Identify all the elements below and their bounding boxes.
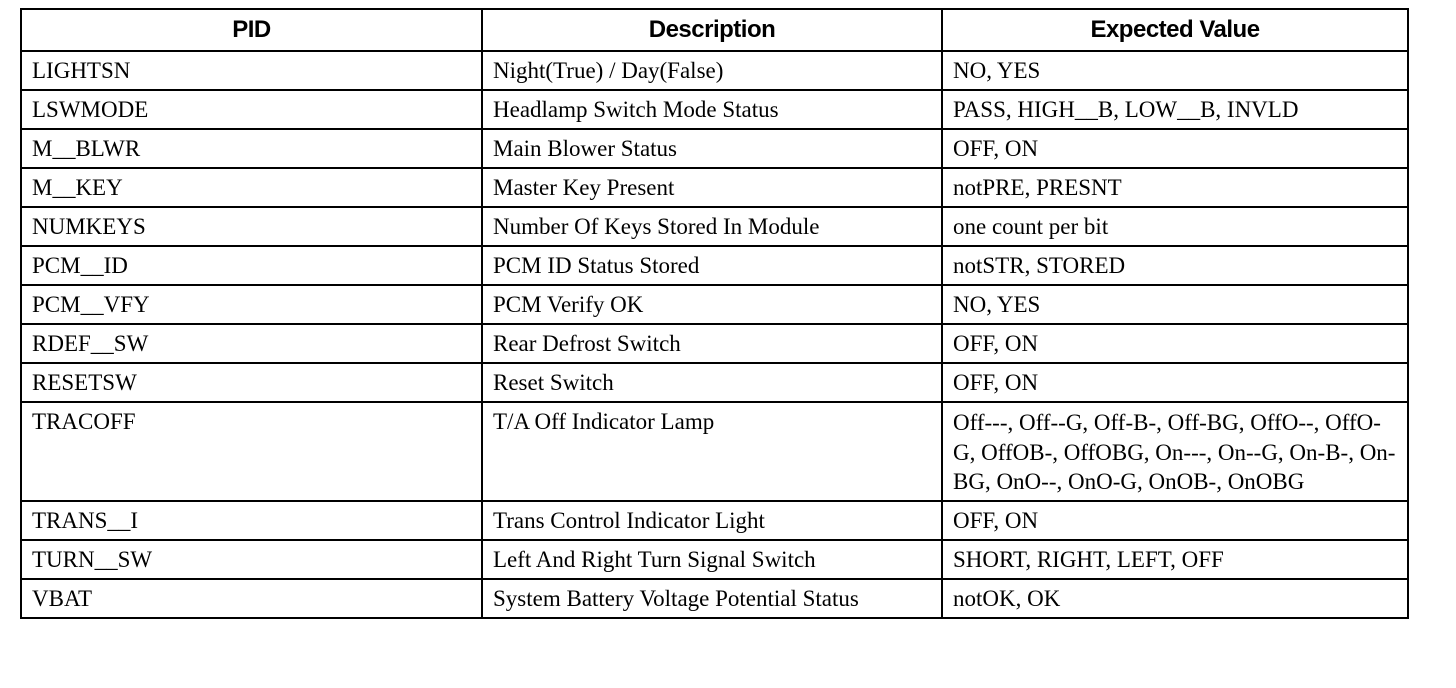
pid-cell: PCM__VFY [21, 285, 482, 324]
table-row [21, 540, 1408, 579]
pid-cell: LIGHTSN [21, 51, 482, 90]
description-cell: Reset Switch [482, 363, 942, 402]
expected-value-cell: notPRE, PRESNT [942, 168, 1408, 207]
table-row [21, 51, 1408, 90]
expected-value-cell: OFF, ON [942, 324, 1408, 363]
expected-value-cell: one count per bit [942, 207, 1408, 246]
table-row [21, 90, 1408, 129]
table-row [21, 363, 1408, 402]
table-row [21, 324, 1408, 363]
expected-value-cell: NO, YES [942, 51, 1408, 90]
description-cell: Night(True) / Day(False) [482, 51, 942, 90]
expected-value-cell: Off---, Off--G, Off-B-, Off-BG, OffO--, OffO-G, OffOB-, OffOBG, On---, On--G, On-B-, On-BG, OnO--, OnO-G, OnOB-, OnOBG [942, 402, 1408, 501]
expected-value-cell: OFF, ON [942, 501, 1408, 540]
table-row [21, 579, 1408, 618]
expected-value-cell: PASS, HIGH__B, LOW__B, INVLD [942, 90, 1408, 129]
table-row [21, 501, 1408, 540]
pid-cell: NUMKEYS [21, 207, 482, 246]
table-row [21, 402, 1408, 501]
header-row [21, 9, 1408, 51]
table-row [21, 129, 1408, 168]
description-cell: Trans Control Indicator Light [482, 501, 942, 540]
table-row [21, 168, 1408, 207]
expected-value-cell: NO, YES [942, 285, 1408, 324]
column-header-expected-value: Expected Value [942, 9, 1408, 51]
pid-cell: M__KEY [21, 168, 482, 207]
expected-value-cell: OFF, ON [942, 363, 1408, 402]
pid-cell: TURN__SW [21, 540, 482, 579]
pid-cell: TRACOFF [21, 402, 482, 501]
pid-cell: RESETSW [21, 363, 482, 402]
pid-cell: TRANS__I [21, 501, 482, 540]
description-cell: Headlamp Switch Mode Status [482, 90, 942, 129]
expected-value-cell: notSTR, STORED [942, 246, 1408, 285]
description-cell: Main Blower Status [482, 129, 942, 168]
column-header-pid: PID [21, 9, 482, 51]
pid-cell: M__BLWR [21, 129, 482, 168]
table-row [21, 285, 1408, 324]
description-cell: PCM Verify OK [482, 285, 942, 324]
description-cell: Master Key Present [482, 168, 942, 207]
expected-value-cell: SHORT, RIGHT, LEFT, OFF [942, 540, 1408, 579]
pid-table [20, 8, 1409, 619]
description-cell: Rear Defrost Switch [482, 324, 942, 363]
description-cell: PCM ID Status Stored [482, 246, 942, 285]
expected-value-cell: notOK, OK [942, 579, 1408, 618]
description-cell: T/A Off Indicator Lamp [482, 402, 942, 501]
column-header-description: Description [482, 9, 942, 51]
pid-cell: LSWMODE [21, 90, 482, 129]
expected-value-cell: OFF, ON [942, 129, 1408, 168]
table-row [21, 246, 1408, 285]
description-cell: Left And Right Turn Signal Switch [482, 540, 942, 579]
description-cell: Number Of Keys Stored In Module [482, 207, 942, 246]
pid-cell: VBAT [21, 579, 482, 618]
pid-cell: PCM__ID [21, 246, 482, 285]
table-row [21, 207, 1408, 246]
pid-cell: RDEF__SW [21, 324, 482, 363]
description-cell: System Battery Voltage Potential Status [482, 579, 942, 618]
